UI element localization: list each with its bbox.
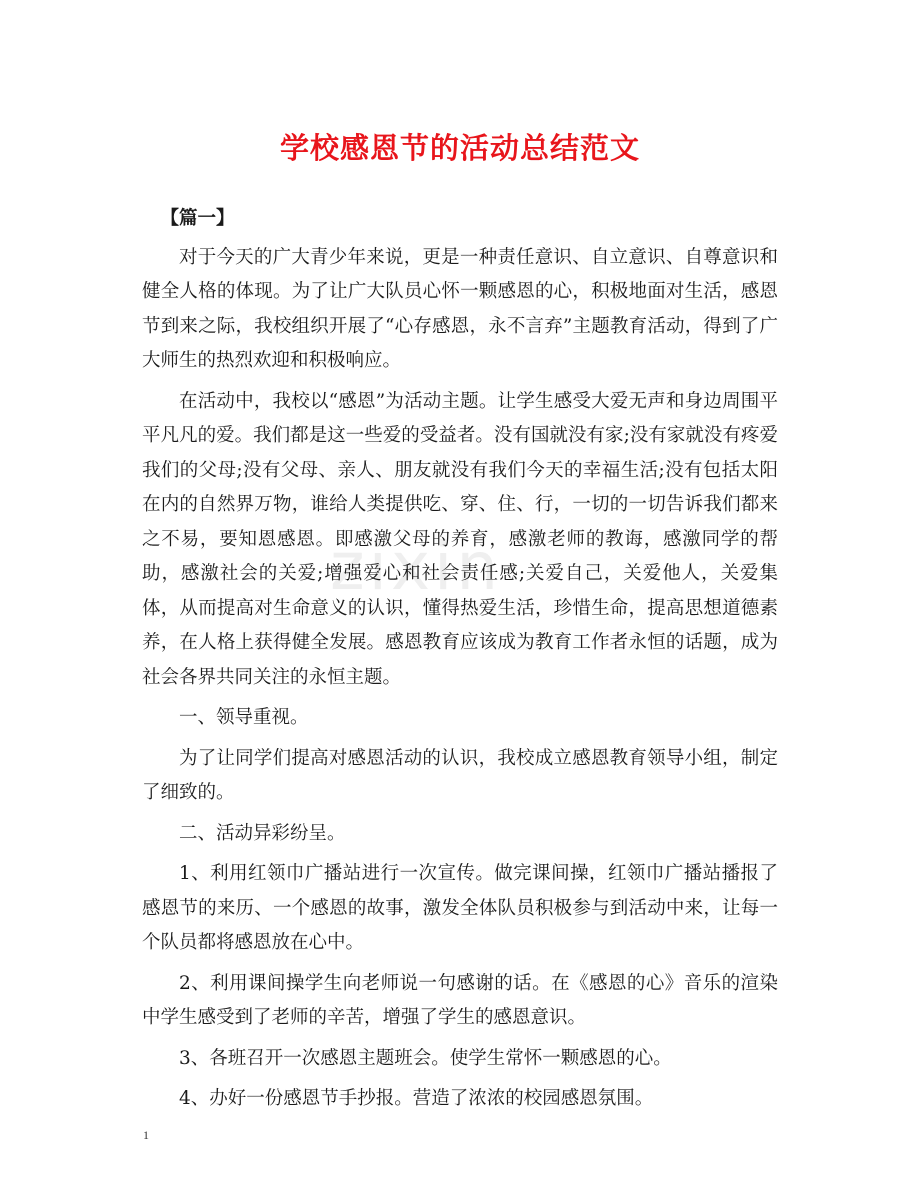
paragraph-leadership: 为了让同学们提高对感恩活动的认识，我校成立感恩教育领导小组，制定了细致的。: [142, 747, 778, 803]
heading-leadership: 一、领导重视。: [179, 707, 309, 728]
list-item-class-meeting: 3、各班召开一次感恩主题班会。使学生常怀一颗感恩的心。: [179, 1047, 672, 1069]
list-item-broadcast: 1、利用红领巾广播站进行一次宣传。做完课间操，红领巾广播站播报了感恩节的来历、一个感恩的故事，激发全体队员积极参与到活动中来，让每一个队员都将感恩放在心中。: [142, 863, 778, 953]
paragraph-theme: 在活动中，我校以“感恩”为活动主题。让学生感受大爱无声和身边周围平平凡凡的爱。我们都是这一些爱的受益者。没有国就没有家;没有家就没有疼爱我们的父母;没有父母、亲人、朋友就没有我们今天的幸福生活;没有包括太阳在内的自然界万物，谁给人类提供吃、穿、住、行，一切的一切告诉我们都来之不易，要知恩感恩。即感激父母的养育，感激老师的教诲，感激同学的帮助，感激社会的关爱;增强爱心和社会责任感;关爱自己，关爱他人，关爱集体，从而提高对生命意义的认识，懂得热爱生活，珍惜生命，提高思想道德素养，在人格上获得健全发展。感恩教育应该成为教育工作者永恒的话题，成为社会各界共同关注的永恒主题。: [142, 390, 778, 688]
heading-activities: 二、活动异彩纷呈。: [179, 822, 346, 844]
section-tag: 【篇一】: [160, 208, 235, 229]
list-item-thanks: 2、利用课间操学生向老师说一句感谢的话。在《感恩的心》音乐的渲染中学生感受到了老师的辛苦，增强了学生的感恩意识。: [142, 972, 778, 1028]
paragraph-intro: 对于今天的广大青少年来说，更是一种责任意识、自立意识、自尊意识和健全人格的体现。为了让广大队员心怀一颗感恩的心，积极地面对生活，感恩节到来之际，我校组织开展了“心存感恩，永不言弃”主题教育活动，得到了广大师生的热烈欢迎和积极响应。: [142, 246, 778, 371]
watermark: zixin: [330, 528, 503, 605]
document-title: 学校感恩节的活动总结范文: [279, 131, 640, 165]
page-number: 1: [143, 1128, 149, 1142]
document-body: [142, 202, 778, 1123]
list-item-newspaper: 4、办好一份感恩节手抄报。营造了浓浓的校园感恩氛围。: [179, 1088, 654, 1109]
